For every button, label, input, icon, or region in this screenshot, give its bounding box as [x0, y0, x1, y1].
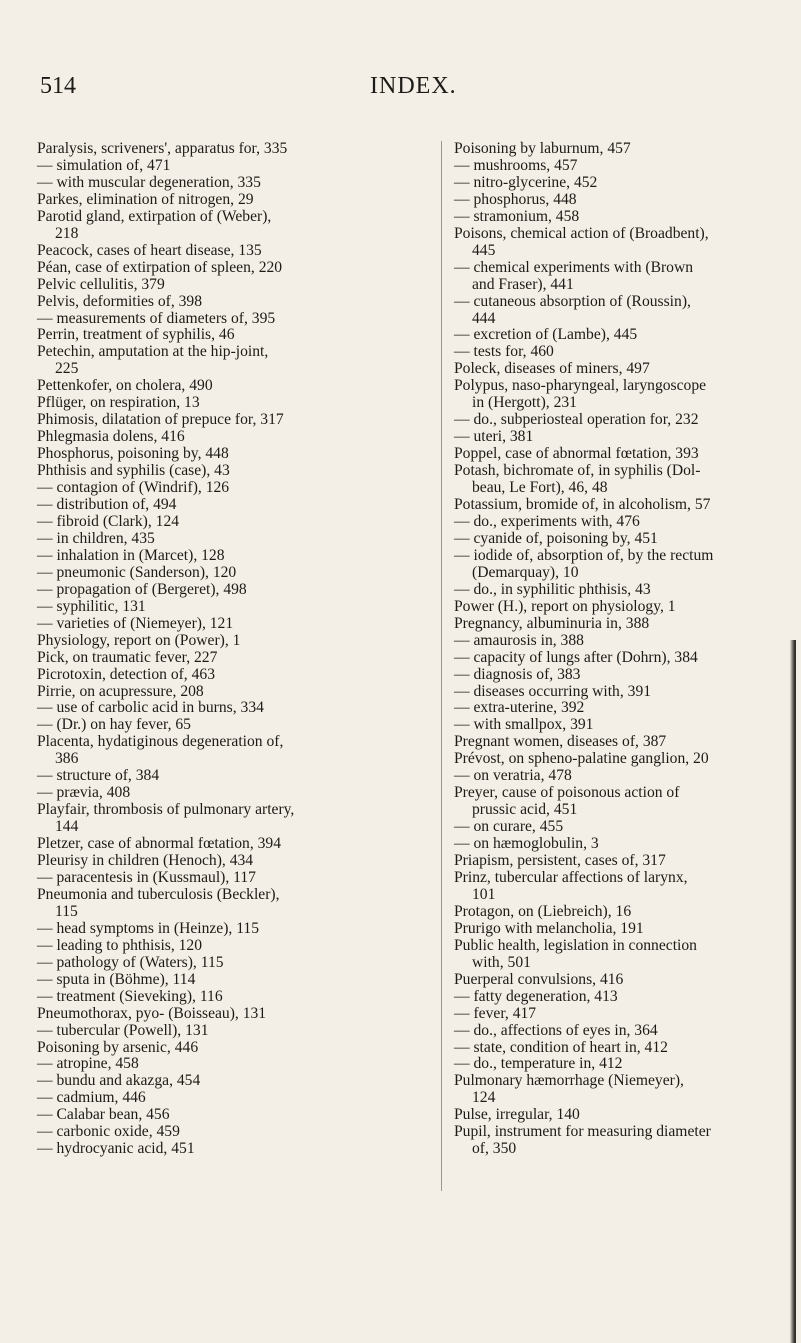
index-entry-text: — do., affections of eyes in, 364 [454, 1021, 658, 1039]
index-entry [37, 175, 437, 192]
index-entry [37, 785, 437, 802]
index-entry [454, 599, 799, 616]
index-entry-text: — diseases occurring with, 391 [454, 682, 652, 700]
index-entry-text: Poppel, case of abnormal fœtation, 393 [454, 445, 699, 463]
index-entry-text: — do., temperature in, 412 [454, 1055, 623, 1073]
index-entry [454, 684, 799, 701]
index-entry-text: Priapism, persistent, cases of, 317 [454, 852, 666, 870]
page-edge-shadow [790, 640, 796, 1343]
index-entry-text: — inhalation in (Marcet), 128 [37, 546, 225, 564]
index-entry [37, 344, 437, 378]
index-entry [37, 989, 437, 1006]
index-entry [37, 1141, 437, 1158]
index-entry [37, 667, 437, 684]
index-entry [37, 497, 437, 514]
index-entry [454, 582, 799, 599]
index-entry-text: Preyer, cause of poisonous action of [454, 784, 680, 802]
index-entry [454, 497, 799, 514]
index-entry [37, 1107, 437, 1124]
index-entry-text: — on curare, 455 [454, 818, 564, 836]
index-entry [37, 277, 437, 294]
index-entry [37, 429, 437, 446]
index-entry [454, 1023, 799, 1040]
index-entry-text: Pneumothorax, pyo- (Boisseau), 131 [37, 1004, 267, 1022]
index-entry-text: Picrotoxin, detection of, 463 [37, 665, 215, 683]
index-entry [454, 361, 799, 378]
index-entry-text: — capacity of lungs after (Dohrn), 384 [454, 648, 698, 666]
index-entry [37, 327, 437, 344]
index-entry [454, 734, 799, 751]
index-entry-text: Pulmonary hæmorrhage (Niemeyer), [454, 1072, 684, 1090]
index-entry-text: — tubercular (Powell), 131 [37, 1021, 209, 1039]
index-entry-text: — fever, 417 [454, 1004, 537, 1022]
index-entry [37, 700, 437, 717]
index-entry-text: — use of carbolic acid in burns, 334 [37, 699, 264, 717]
index-entry-text: — syphilitic, 131 [37, 597, 146, 615]
index-entry-continuation: 444 [472, 309, 496, 327]
index-entry-text: Poisoning by arsenic, 446 [37, 1038, 199, 1056]
index-entry [37, 955, 437, 972]
index-entry [454, 141, 799, 158]
index-entry-text: — varieties of (Niemeyer), 121 [37, 614, 234, 632]
index-entry [454, 514, 799, 531]
index-entry [454, 429, 799, 446]
index-entry-text: — uteri, 381 [454, 428, 534, 446]
index-entry-text: Petechin, amputation at the hip-joint, [37, 343, 269, 361]
index-entry [454, 260, 799, 294]
index-entry [37, 921, 437, 938]
index-entry [454, 1056, 799, 1073]
index-entry [454, 633, 799, 650]
index-entry [454, 412, 799, 429]
index-entry-text: — on hæmoglobulin, 3 [454, 835, 599, 853]
index-entry-text: Poisoning by laburnum, 457 [454, 140, 631, 157]
index-entry-text: Prévost, on spheno-palatine ganglion, 20 [454, 750, 709, 768]
index-entry-text: Placenta, hydatiginous degeneration of, [37, 733, 284, 751]
index-entry-continuation: 101 [472, 885, 496, 903]
index-entry-text: — simulation of, 471 [37, 156, 171, 174]
index-entry [454, 700, 799, 717]
index-entry-text: — propagation of (Bergeret), 498 [37, 580, 247, 598]
index-entry-text: Pflüger, on respiration, 13 [37, 394, 200, 412]
index-entry-text: Power (H.), report on physiology, 1 [454, 597, 676, 615]
index-entry-text: Puerperal convulsions, 416 [454, 970, 624, 988]
index-entry [454, 616, 799, 633]
index-entry [37, 836, 437, 853]
index-entry [454, 819, 799, 836]
index-entry [454, 294, 799, 328]
index-entry-text: Polypus, naso-pharyngeal, laryngoscope [454, 377, 707, 395]
index-entry [454, 378, 799, 412]
index-entry-text: — carbonic oxide, 459 [37, 1123, 180, 1141]
page-title: INDEX. [370, 73, 457, 99]
index-entry [454, 158, 799, 175]
index-entry-text: Phthisis and syphilis (case), 43 [37, 462, 230, 480]
index-entry-text: Phosphorus, poisoning by, 448 [37, 445, 229, 463]
index-entry [37, 446, 437, 463]
index-entry-text: — (Dr.) on hay fever, 65 [37, 716, 191, 734]
index-entry [37, 1073, 437, 1090]
index-entry [37, 1023, 437, 1040]
index-entry-continuation: beau, Le Fort), 46, 48 [472, 479, 608, 497]
index-entry [454, 989, 799, 1006]
index-entry-text: Paralysis, scriveners', apparatus for, 335 [37, 140, 288, 157]
index-entry-text: — Calabar bean, 456 [37, 1106, 170, 1124]
index-entry-text: — bundu and akazga, 454 [37, 1072, 201, 1090]
index-entry-text: — state, condition of heart in, 412 [454, 1038, 668, 1056]
index-entry-text: Pelvis, deformities of, 398 [37, 292, 203, 310]
index-entry-text: — atropine, 458 [37, 1055, 139, 1073]
index-entry [37, 684, 437, 701]
index-entry [37, 548, 437, 565]
index-entry [37, 158, 437, 175]
index-entry-text: Pelvic cellulitis, 379 [37, 275, 165, 293]
index-entry-continuation: 144 [55, 818, 79, 836]
index-entry [37, 378, 437, 395]
index-entry [37, 1040, 437, 1057]
index-entry [37, 599, 437, 616]
index-entry [454, 853, 799, 870]
index-entry-text: — excretion of (Lambe), 445 [454, 326, 638, 344]
index-entry [454, 446, 799, 463]
index-entry-text: Protagon, on (Liebreich), 16 [454, 902, 632, 920]
index-entry-text: — distribution of, 494 [37, 496, 177, 514]
index-entry-text: Prurigo with melancholia, 191 [454, 919, 644, 937]
index-entry-text: — do., experiments with, 476 [454, 512, 640, 530]
index-entry-text: Pregnant women, diseases of, 387 [454, 733, 667, 751]
index-entry-text: — chemical experiments with (Brown [454, 258, 694, 276]
index-entry [37, 514, 437, 531]
index-entry [454, 972, 799, 989]
index-entry [37, 734, 437, 768]
index-entry-text: — fibroid (Clark), 124 [37, 512, 180, 530]
index-entry [454, 192, 799, 209]
index-entry-text: — with muscular degeneration, 335 [37, 173, 261, 191]
index-entry-text: Physiology, report on (Power), 1 [37, 631, 241, 649]
index-entry [37, 243, 437, 260]
index-entry [454, 1124, 799, 1158]
index-entry-text: Pettenkofer, on cholera, 490 [37, 377, 213, 395]
index-entry-text: Pneumonia and tuberculosis (Beckler), [37, 885, 280, 903]
index-entry-text: Potash, bichromate of, in syphilis (Dol- [454, 462, 701, 480]
index-entry [37, 582, 437, 599]
index-entry-continuation: 124 [472, 1089, 496, 1107]
index-entry-text: — pneumonic (Sanderson), 120 [37, 563, 237, 581]
page-number: 514 [40, 73, 76, 99]
index-entry-text: Potassium, bromide of, in alcoholism, 57 [454, 496, 711, 514]
index-entry-text: Pregnancy, albuminuria in, 388 [454, 614, 650, 632]
index-entry [454, 344, 799, 361]
index-entry-text: — contagion of (Windrif), 126 [37, 479, 230, 497]
index-entry-text: — do., subperiosteal operation for, 232 [454, 411, 699, 429]
index-entry [37, 802, 437, 836]
index-entry [454, 175, 799, 192]
index-entry-text: — diagnosis of, 383 [454, 665, 581, 683]
index-entry-text: Parkes, elimination of nitrogen, 29 [37, 190, 254, 208]
index-entry-text: Phimosis, dilatation of prepuce for, 317 [37, 411, 284, 429]
index-entry-continuation: (Demarquay), 10 [472, 563, 579, 581]
index-entry-continuation: 115 [55, 902, 78, 920]
index-entry [37, 972, 437, 989]
index-entry [37, 141, 437, 158]
index-entry-text: Parotid gland, extirpation of (Weber), [37, 207, 272, 225]
index-entry-text: — cutaneous absorption of (Roussin), [454, 292, 691, 310]
index-entry-text: — hydrocyanic acid, 451 [37, 1140, 195, 1158]
index-entry-text: Peacock, cases of heart disease, 135 [37, 241, 262, 259]
index-entry-text: — leading to phthisis, 120 [37, 936, 203, 954]
index-entry [37, 1090, 437, 1107]
index-entry [454, 751, 799, 768]
index-entry [37, 480, 437, 497]
index-entry [454, 938, 799, 972]
index-entry-text: Péan, case of extirpation of spleen, 220 [37, 258, 283, 276]
index-entry-text: — prævia, 408 [37, 784, 131, 802]
index-entry [37, 1006, 437, 1023]
column-divider [441, 141, 442, 1191]
index-entry [454, 768, 799, 785]
index-entry-text: Pick, on traumatic fever, 227 [37, 648, 218, 666]
index-entry-continuation: 386 [55, 750, 79, 768]
index-entry [454, 1006, 799, 1023]
index-entry [37, 565, 437, 582]
index-entry [454, 667, 799, 684]
index-entry-text: — head symptoms in (Heinze), 115 [37, 919, 260, 937]
index-entry [37, 311, 437, 328]
index-entry-continuation: 218 [55, 224, 79, 242]
index-entry-text: Pletzer, case of abnormal fœtation, 394 [37, 835, 282, 853]
index-entry [37, 395, 437, 412]
index-entry-text: — do., in syphilitic phthisis, 43 [454, 580, 651, 598]
index-entry [37, 294, 437, 311]
index-entry-text: Pirrie, on acupressure, 208 [37, 682, 204, 700]
index-entry-text: — with smallpox, 391 [454, 716, 594, 734]
index-entry-text: Poisons, chemical action of (Broadbent), [454, 224, 709, 242]
index-entry-continuation: of, 350 [472, 1140, 517, 1158]
index-entry-text: — extra-uterine, 392 [454, 699, 585, 717]
index-entry-text: — treatment (Sieveking), 116 [37, 987, 223, 1005]
index-entry [454, 921, 799, 938]
index-column-right [454, 141, 799, 1158]
index-entry-text: — cyanide of, poisoning by, 451 [454, 529, 658, 547]
index-entry [37, 650, 437, 667]
index-entry [454, 1040, 799, 1057]
index-entry [37, 887, 437, 921]
index-entry-text: — on veratria, 478 [454, 767, 572, 785]
index-entry-continuation: and Fraser), 441 [472, 275, 574, 293]
index-entry [454, 463, 799, 497]
index-entry-text: — amaurosis in, 388 [454, 631, 584, 649]
index-entry-text: Prinz, tubercular affections of larynx, [454, 868, 688, 886]
index-entry [454, 226, 799, 260]
index-entry-text: Pulse, irregular, 140 [454, 1106, 580, 1124]
index-entry-text: Playfair, thrombosis of pulmonary artery, [37, 801, 295, 819]
index-entry-text: — fatty degeneration, 413 [454, 987, 618, 1005]
index-entry-text: Public health, legislation in connection [454, 936, 697, 954]
index-entry [454, 327, 799, 344]
index-entry [37, 260, 437, 277]
index-entry [454, 717, 799, 734]
index-entry-continuation: prussic acid, 451 [472, 801, 578, 819]
index-entry [37, 938, 437, 955]
index-entry-continuation: in (Hergott), 231 [472, 394, 577, 412]
index-entry [37, 633, 437, 650]
index-entry [454, 1073, 799, 1107]
index-entry-text: — phosphorus, 448 [454, 190, 577, 208]
index-entry [37, 1056, 437, 1073]
index-entry [37, 192, 437, 209]
index-entry-text: — nitro-glycerine, 452 [454, 173, 598, 191]
index-entry [37, 717, 437, 734]
index-entry-text: — tests for, 460 [454, 343, 554, 361]
index-entry [454, 650, 799, 667]
index-entry [37, 616, 437, 633]
index-entry-continuation: 445 [472, 241, 496, 259]
index-entry-text: Perrin, treatment of syphilis, 46 [37, 326, 235, 344]
index-entry [454, 1107, 799, 1124]
index-entry [37, 768, 437, 785]
index-entry-text: Poleck, diseases of miners, 497 [454, 360, 650, 378]
index-entry [454, 870, 799, 904]
index-entry-text: Phlegmasia dolens, 416 [37, 428, 185, 446]
index-entry [37, 463, 437, 480]
index-entry-text: — pathology of (Waters), 115 [37, 953, 224, 971]
index-entry-text: Pleurisy in children (Henoch), 434 [37, 852, 254, 870]
index-entry-text: — mushrooms, 457 [454, 156, 578, 174]
index-entry [454, 904, 799, 921]
index-entry [454, 548, 799, 582]
index-entry [37, 209, 437, 243]
index-entry-text: — iodide of, absorption of, by the rectum [454, 546, 714, 564]
index-entry [37, 870, 437, 887]
index-entry-continuation: 225 [55, 360, 79, 378]
index-entry-text: — paracentesis in (Kussmaul), 117 [37, 868, 256, 886]
index-entry-text: — stramonium, 458 [454, 207, 580, 225]
index-entry [37, 853, 437, 870]
index-column-left [37, 141, 437, 1158]
index-entry-text: — structure of, 384 [37, 767, 160, 785]
index-entry [454, 531, 799, 548]
index-entry [454, 209, 799, 226]
index-entry [37, 531, 437, 548]
index-entry-text: — measurements of diameters of, 395 [37, 309, 276, 327]
index-entry [37, 412, 437, 429]
index-entry-text: Pupil, instrument for measuring diameter [454, 1123, 711, 1141]
index-entry-text: — in children, 435 [37, 529, 155, 547]
index-entry [37, 1124, 437, 1141]
index-entry-continuation: with, 501 [472, 953, 531, 971]
index-entry-text: — sputa in (Böhme), 114 [37, 970, 196, 988]
index-entry [454, 836, 799, 853]
index-entry-text: — cadmium, 446 [37, 1089, 146, 1107]
index-entry [454, 785, 799, 819]
